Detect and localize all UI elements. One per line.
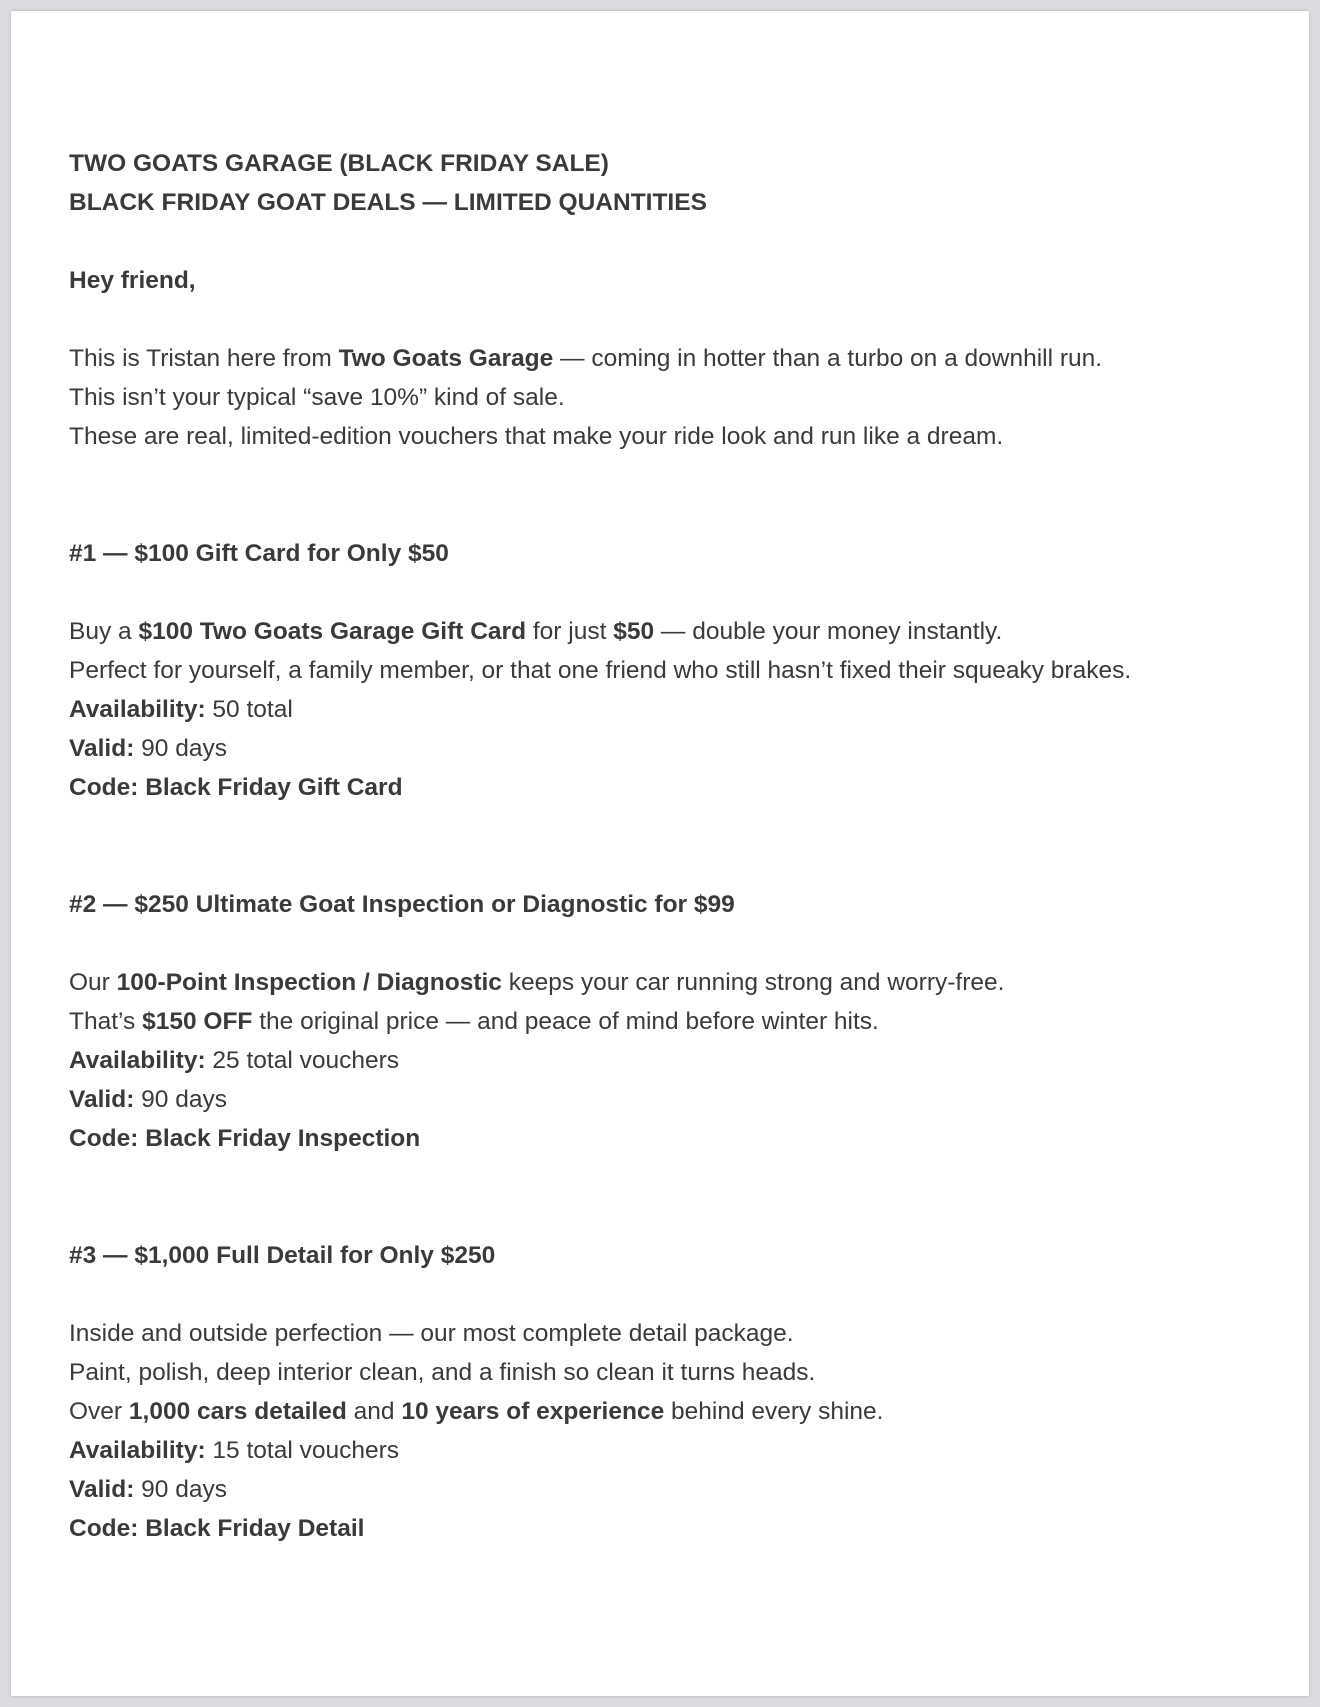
deal-1-description-2: Perfect for yourself, a family member, or that one friend who still hasn’t fixed their squeaky brakes. [69, 657, 1132, 684]
deal-3-description-1: Inside and outside perfection — our most complete detail package. [69, 1320, 794, 1347]
deal-1-availability: Availability: 50 total [69, 696, 293, 723]
business-name: Two Goats Garage [338, 345, 554, 372]
deal-1-valid: Valid: 90 days [69, 735, 227, 762]
deal-2-code: Code: Black Friday Inspection [69, 1125, 421, 1152]
deal-1-code: Code: Black Friday Gift Card [69, 774, 403, 801]
deal-1-heading: #1 — $100 Gift Card for Only $50 [69, 540, 449, 567]
intro-line-1: This is Tristan here from Two Goats Garage — coming in hotter than a turbo on a downhill run. [69, 345, 1103, 372]
document-page [11, 11, 1309, 1696]
deal-3-code: Code: Black Friday Detail [69, 1515, 365, 1542]
intro-line-3: These are real, limited-edition vouchers that make your ride look and run like a dream. [69, 423, 1004, 450]
deal-3-availability: Availability: 15 total vouchers [69, 1437, 400, 1464]
deal-1-description-1: Buy a $100 Two Goats Garage Gift Card for just $50 — double your money instantly. [69, 618, 1003, 645]
intro-line-2: This isn’t your typical “save 10%” kind of sale. [69, 384, 565, 411]
deal-2-heading: #2 — $250 Ultimate Goat Inspection or Diagnostic for $99 [69, 891, 735, 918]
deal-2-availability: Availability: 25 total vouchers [69, 1047, 400, 1074]
greeting: Hey friend, [69, 267, 196, 294]
deal-3-heading: #3 — $1,000 Full Detail for Only $250 [69, 1242, 496, 1269]
title-line-2: BLACK FRIDAY GOAT DEALS — LIMITED QUANTITIES [69, 189, 707, 216]
deal-2-valid: Valid: 90 days [69, 1086, 227, 1113]
deal-2-description-1: Our 100-Point Inspection / Diagnostic keeps your car running strong and worry-free. [69, 969, 1005, 996]
deal-3-description-3: Over 1,000 cars detailed and 10 years of experience behind every shine. [69, 1398, 884, 1425]
deal-3-description-2: Paint, polish, deep interior clean, and a finish so clean it turns heads. [69, 1359, 816, 1386]
deal-3-valid: Valid: 90 days [69, 1476, 227, 1503]
title-line-1: TWO GOATS GARAGE (BLACK FRIDAY SALE) [69, 150, 609, 177]
deal-2-description-2: That’s $150 OFF the original price — and peace of mind before winter hits. [69, 1008, 879, 1035]
